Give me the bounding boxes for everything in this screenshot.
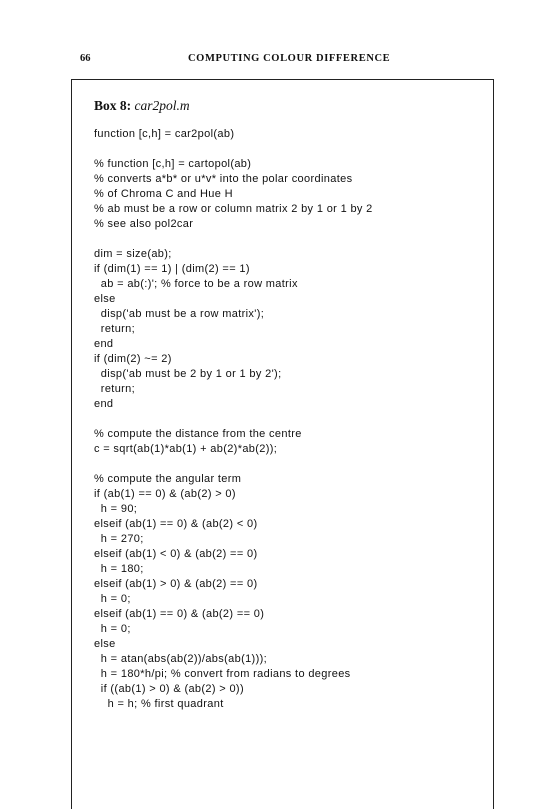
code-line: return; <box>94 323 136 335</box>
code-line: end <box>94 338 114 350</box>
code-line <box>94 232 373 247</box>
code-line: disp('ab must be a row matrix'); <box>94 308 265 320</box>
code-line: h = 180; <box>94 563 144 575</box>
code-line: h = 0; <box>94 593 131 605</box>
code-line: elseif (ab(1) > 0) & (ab(2) == 0) <box>94 578 258 590</box>
page-number: 66 <box>80 53 91 64</box>
code-line: else <box>94 293 116 305</box>
box-filename: car2pol.m <box>134 98 190 113</box>
code-line <box>94 412 373 427</box>
code-line: h = 180*h/pi; % convert from radians to degrees <box>94 668 351 680</box>
code-line: if (dim(1) == 1) | (dim(2) == 1) <box>94 263 250 275</box>
code-line: h = 270; <box>94 533 144 545</box>
code-line <box>94 457 373 472</box>
code-line: if ((ab(1) > 0) & (ab(2) > 0)) <box>94 683 244 695</box>
code-line: else <box>94 638 116 650</box>
code-line: % function [c,h] = cartopol(ab) <box>94 158 252 170</box>
code-listing <box>94 127 373 712</box>
code-line: % see also pol2car <box>94 218 194 230</box>
code-line: return; <box>94 383 136 395</box>
code-line: h = 0; <box>94 623 131 635</box>
box-title <box>94 98 190 114</box>
code-line: if (dim(2) ~= 2) <box>94 353 172 365</box>
code-line: elseif (ab(1) == 0) & (ab(2) == 0) <box>94 608 265 620</box>
code-line: elseif (ab(1) < 0) & (ab(2) == 0) <box>94 548 258 560</box>
code-line: h = 90; <box>94 503 138 515</box>
code-line: dim = size(ab); <box>94 248 172 260</box>
chapter-title: COMPUTING COLOUR DIFFERENCE <box>188 53 391 64</box>
code-line <box>94 142 373 157</box>
code-line: elseif (ab(1) == 0) & (ab(2) < 0) <box>94 518 258 530</box>
code-line: disp('ab must be 2 by 1 or 1 by 2'); <box>94 368 282 380</box>
code-line: % converts a*b* or u*v* into the polar coordinates <box>94 173 353 185</box>
code-line: % compute the angular term <box>94 473 242 485</box>
code-line: function [c,h] = car2pol(ab) <box>94 128 235 140</box>
code-line: % compute the distance from the centre <box>94 428 302 440</box>
box-label: Box 8: <box>94 98 132 113</box>
code-box <box>71 79 494 809</box>
code-line: h = atan(abs(ab(2))/abs(ab(1))); <box>94 653 267 665</box>
running-head <box>80 53 475 67</box>
code-line: % of Chroma C and Hue H <box>94 188 233 200</box>
code-line: ab = ab(:)'; % force to be a row matrix <box>94 278 298 290</box>
code-line: if (ab(1) == 0) & (ab(2) > 0) <box>94 488 236 500</box>
code-line: % ab must be a row or column matrix 2 by 1 or 1 by 2 <box>94 203 373 215</box>
code-line: end <box>94 398 114 410</box>
code-line: h = h; % first quadrant <box>94 698 224 710</box>
code-line: c = sqrt(ab(1)*ab(1) + ab(2)*ab(2)); <box>94 443 278 455</box>
